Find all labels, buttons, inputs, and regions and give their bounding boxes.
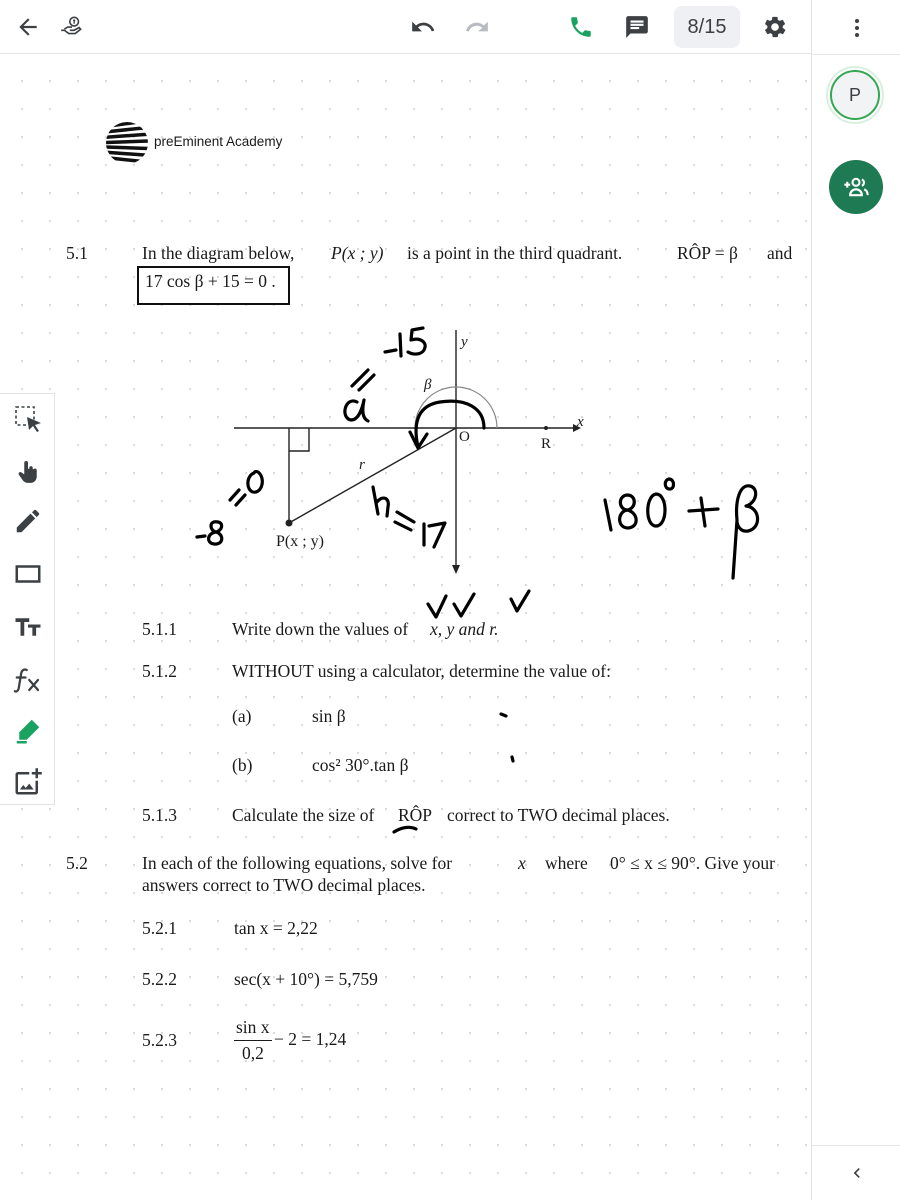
- ink-equals-2: [230, 490, 245, 505]
- q512b-expr: cos² 30°.tan β: [312, 755, 409, 775]
- ink-equals-3: [395, 512, 414, 530]
- q511-text: Write down the values of: [232, 619, 409, 639]
- q513-angle: RÔP: [398, 805, 433, 825]
- p-label: P(x ; y): [276, 533, 324, 550]
- rectangle-icon: [13, 559, 43, 589]
- participant-avatar[interactable]: P: [830, 70, 880, 120]
- q52-number: 5.2: [66, 853, 88, 873]
- more-options-button[interactable]: [837, 8, 877, 48]
- collapse-panel-button[interactable]: [837, 1155, 877, 1191]
- highlighter-tool[interactable]: [6, 709, 50, 753]
- ink-dot-2: [512, 757, 513, 761]
- y-label: y: [461, 334, 468, 350]
- ink-angle-arc: [416, 401, 484, 447]
- origin-label: O: [459, 429, 470, 445]
- ink-check-2: [454, 594, 474, 616]
- q51-point: P(x ; y): [331, 243, 384, 263]
- q511-vars: x, y and r.: [430, 619, 499, 639]
- pointer-tool[interactable]: [6, 449, 50, 493]
- ink-arrowhead: [410, 432, 427, 448]
- rectangle-tool[interactable]: [6, 552, 50, 596]
- more-vert-icon: [845, 16, 869, 40]
- ink-check-1: [428, 596, 446, 617]
- ink-equals-1: [352, 370, 374, 390]
- ink-180-one: [605, 500, 611, 530]
- q52-where: where: [545, 853, 588, 873]
- pen-icon: [13, 506, 43, 536]
- select-tool[interactable]: [6, 397, 50, 441]
- ink-minus-15: [385, 350, 396, 352]
- r-point-label: R: [541, 436, 552, 452]
- ink-seven: [429, 523, 445, 547]
- pen-tool[interactable]: [6, 499, 50, 543]
- ink-minus: [197, 536, 205, 537]
- add-image-tool[interactable]: [6, 760, 50, 804]
- ink-check-3: [511, 591, 529, 611]
- academy-name: preEminent Academy: [154, 134, 283, 149]
- q512-text: WITHOUT using a calculator, determine the value of:: [232, 661, 611, 681]
- drawing-toolbar: [0, 393, 55, 805]
- q522-expr: sec(x + 10°) = 5,759: [234, 969, 378, 989]
- q513-text-a: Calculate the size of: [232, 805, 375, 825]
- q523-number: 5.2.3: [142, 1030, 177, 1050]
- text-tool[interactable]: [6, 605, 50, 649]
- q512b-label: (b): [232, 755, 253, 775]
- participants-panel: [811, 0, 900, 1200]
- q523-rest: − 2 = 1,24: [274, 1029, 347, 1049]
- add-people-button[interactable]: [829, 160, 883, 214]
- q52-text-a: In each of the following equations, solve for: [142, 853, 453, 873]
- ink-five: [408, 328, 425, 354]
- q51-text-a: In the diagram below,: [142, 243, 295, 263]
- formula-tool[interactable]: [6, 658, 50, 702]
- beta-label: β: [424, 377, 432, 393]
- ink-underline: [394, 827, 416, 832]
- ink-eight: [209, 522, 222, 544]
- ink-dot-1: [501, 714, 506, 716]
- pointer-hand-icon: [13, 456, 43, 486]
- q52-range: 0° ≤ x ≤ 90°. Give your: [610, 853, 775, 873]
- chevron-left-icon: [847, 1163, 867, 1183]
- q512a-expr: sin β: [312, 706, 346, 726]
- q52-text-line2: answers correct to TWO decimal places.: [142, 875, 426, 895]
- x-label: x: [577, 414, 584, 430]
- fraction-bar: [234, 1040, 272, 1041]
- ink-zero: [248, 471, 262, 492]
- highlighter-icon: [13, 716, 43, 746]
- q51-and: and: [767, 243, 793, 263]
- q51-text-c: is a point in the third quadrant.: [407, 243, 623, 263]
- q512-number: 5.1.2: [142, 661, 177, 681]
- add-image-icon: [13, 767, 43, 797]
- ink-degree: [665, 479, 673, 489]
- ink-a: [345, 400, 368, 421]
- ink-beta: [733, 486, 758, 578]
- q522-number: 5.2.2: [142, 969, 177, 989]
- q512a-label: (a): [232, 706, 252, 726]
- ink-h: [373, 487, 388, 516]
- add-people-icon: [842, 173, 870, 201]
- ink-one: [400, 334, 401, 356]
- q523-denominator: 0,2: [242, 1043, 264, 1063]
- ink-plus: [689, 498, 718, 526]
- radius-label: r: [359, 457, 365, 473]
- q521-number: 5.2.1: [142, 918, 177, 938]
- page-counter[interactable]: 8/15: [674, 6, 740, 48]
- select-icon: [13, 404, 43, 434]
- panel-divider: [812, 54, 900, 55]
- q513-text-b: correct to TWO decimal places.: [447, 805, 670, 825]
- q521-expr: tan x = 2,22: [234, 918, 318, 938]
- q523-numerator: sin x: [236, 1017, 270, 1037]
- boxed-equation: 17 cos β + 15 = 0 .: [137, 266, 290, 305]
- q52-var: x: [518, 853, 526, 873]
- q513-number: 5.1.3: [142, 805, 177, 825]
- q51-angle-eq: RÔP = β: [677, 243, 738, 263]
- text-icon: [13, 612, 43, 642]
- ink-180-eight: [620, 495, 637, 528]
- q511-number: 5.1.1: [142, 619, 177, 639]
- question-number: 5.1: [66, 243, 88, 263]
- formula-icon: [13, 665, 43, 695]
- panel-divider-bottom: [812, 1145, 900, 1146]
- ink-180-zero: [648, 494, 665, 526]
